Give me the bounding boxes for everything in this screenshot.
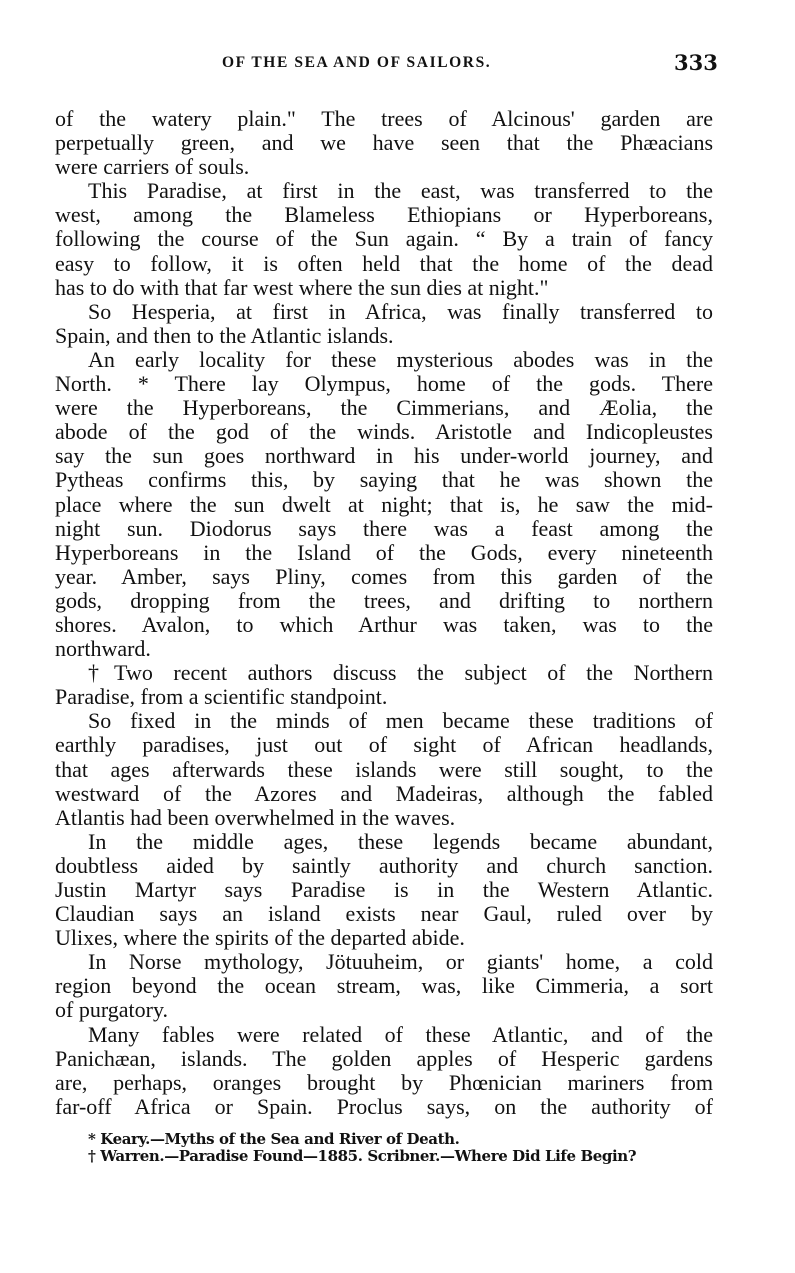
- text-line: doubtless aided by saintly authority and church sanction.: [55, 852, 713, 878]
- text-line: North. * There lay Olympus, home of the gods. There: [55, 371, 713, 397]
- paragraph: [55, 661, 713, 709]
- text-line: say the sun goes northward in his under-world journey, and: [55, 443, 713, 469]
- text-line: Hyperboreans in the Island of the Gods, every nineteenth: [55, 539, 713, 565]
- text-line: So Hesperia, at first in Africa, was finally transferred to: [88, 298, 713, 324]
- paragraph: [55, 348, 713, 661]
- body-text: [55, 107, 713, 1119]
- text-line: northward.: [55, 636, 151, 662]
- text-line: easy to follow, it is often held that the home of the dead: [55, 250, 713, 276]
- text-line: So fixed in the minds of men became these traditions of: [88, 708, 713, 734]
- text-line: Justin Martyr says Paradise is in the Western Atlantic.: [55, 877, 713, 902]
- text-line: were carriers of souls.: [55, 154, 250, 180]
- paragraph: [55, 950, 713, 1022]
- page-number: 333: [674, 50, 718, 75]
- text-line: gods, dropping from the trees, and drifting to northern: [55, 587, 713, 613]
- text-line: shores. Avalon, to which Arthur was taken, was to the: [55, 611, 713, 637]
- text-line: night sun. Diodorus says there was a feast among the: [55, 515, 713, 541]
- text-line: are, perhaps, oranges brought by Phœnician mariners from: [55, 1069, 713, 1095]
- text-line: Claudian says an island exists near Gaul, ruled over by: [55, 901, 713, 927]
- paragraph: [55, 179, 713, 299]
- text-line: earthly paradises, just out of sight of African headlands,: [55, 732, 713, 758]
- text-line: of the watery plain." The trees of Alcinous' garden are: [55, 106, 713, 131]
- text-line: This Paradise, at first in the east, was transferred to the: [88, 178, 713, 204]
- text-line: In Norse mythology, Jötuuheim, or giants' home, a cold: [88, 949, 713, 975]
- text-line: perpetually green, and we have seen that the Phæacians: [55, 130, 713, 156]
- text-line: place where the sun dwelt at night; that is, he saw the mid-: [55, 491, 713, 517]
- text-line: Spain, and then to the Atlantic islands.: [55, 322, 394, 348]
- text-line: Pytheas confirms this, by saying that he was shown the: [55, 467, 713, 493]
- paragraph: [55, 1023, 713, 1119]
- text-line: were the Hyperboreans, the Cimmerians, and Æolia, the: [55, 395, 713, 421]
- text-line: region beyond the ocean stream, was, like Cimmeria, a sort: [55, 973, 713, 999]
- text-line: Ulixes, where the spirits of the departed abide.: [55, 925, 465, 951]
- text-line: that ages afterwards these islands were still sought, to the: [55, 756, 713, 782]
- text-line: An early locality for these mysterious abodes was in the: [88, 346, 713, 372]
- footnote-keary: * Keary.—Myths of the Sea and River of Death.: [88, 1130, 460, 1148]
- text-line: west, among the Blameless Ethiopians or Hyperboreans,: [55, 202, 713, 228]
- text-line: Panichæan, islands. The golden apples of Hesperic gardens: [55, 1045, 713, 1071]
- text-line: In the middle ages, these legends became abundant,: [88, 828, 713, 854]
- paragraph: [55, 107, 713, 179]
- text-line: Paradise, from a scientific standpoint.: [55, 684, 388, 710]
- text-line: Atlantis had been overwhelmed in the waves.: [55, 804, 456, 830]
- footnote-warren: † Warren.—Paradise Found—1885. Scribner.—Where Did Life Begin?: [88, 1147, 637, 1165]
- text-line: has to do with that far west where the sun dies at night.": [55, 274, 549, 300]
- text-line: westward of the Azores and Madeiras, although the fabled: [55, 780, 713, 806]
- text-line: †Two recent authors discuss the subject of the Northern: [88, 660, 713, 686]
- text-line: abode of the god of the winds. Aristotle and Indicopleustes: [55, 419, 713, 445]
- text-line: of purgatory.: [55, 997, 169, 1023]
- text-line: year. Amber, says Pliny, comes from this garden of the: [55, 563, 713, 589]
- text-line: following the course of the Sun again. “ By a train of fancy: [55, 226, 713, 252]
- text-line: far-off Africa or Spain. Proclus says, on the authority of: [55, 1093, 713, 1119]
- paragraph: [55, 300, 713, 348]
- footnotes: [88, 1131, 636, 1165]
- running-head: OF THE SEA AND OF SAILORS.: [222, 54, 492, 71]
- paragraph: [55, 830, 713, 950]
- text-line: Many fables were related of these Atlantic, and of the: [88, 1021, 713, 1047]
- paragraph: [55, 709, 713, 829]
